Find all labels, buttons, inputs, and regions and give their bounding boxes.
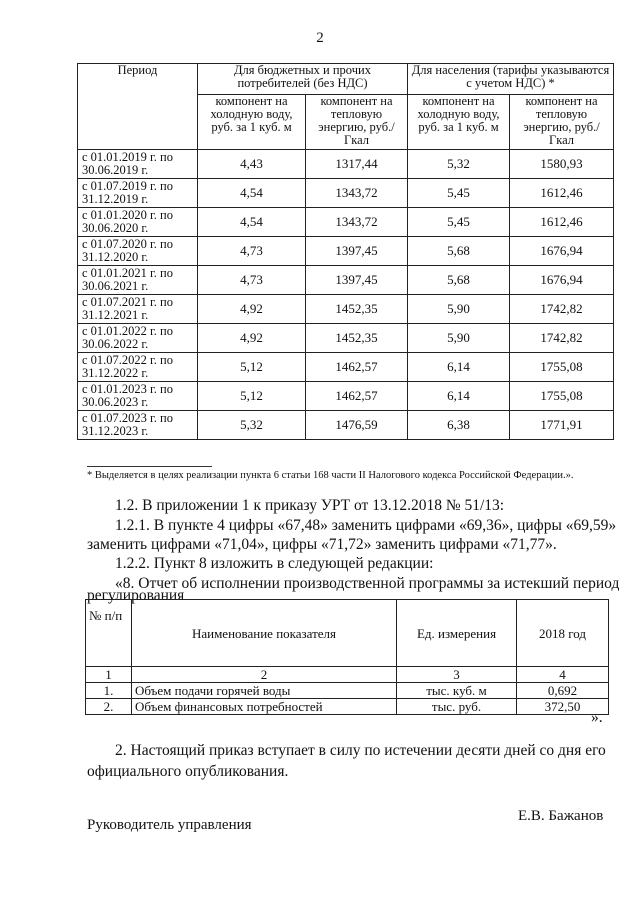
tariff-period-cell: с 01.07.2019 г. по 31.12.2019 г. [78,179,198,208]
program-row-name: Объем подачи горячей воды [132,683,397,699]
tariff-row [78,179,614,208]
program-row-unit: тыс. руб. [397,699,517,715]
tariff-budget-cold-cell: 4,54 [198,208,306,237]
tariff-header-budget-heat: компонент на тепловую энергию, руб./Гкал [306,95,408,150]
program-header-number: № п/п [86,600,132,667]
program-col-number: 1 [86,667,132,683]
tariff-population-heat-cell: 1580,93 [510,150,614,179]
footnote-divider [87,466,212,467]
tariff-budget-heat-cell: 1452,35 [306,295,408,324]
paragraph-8-line-1: «8. Отчет об исполнении производственной программы за истекший период [115,575,620,592]
tariff-period-cell: с 01.01.2022 г. по 30.06.2022 г. [78,324,198,353]
tariff-period-cell: с 01.01.2021 г. по 30.06.2021 г. [78,266,198,295]
tariff-header-row [78,64,614,95]
tariff-population-heat-cell: 1755,08 [510,353,614,382]
tariff-header-population: Для населения (тарифы указываются с учетом НДС) * [408,64,614,95]
tariff-period-cell: с 01.01.2019 г. по 30.06.2019 г. [78,150,198,179]
tariff-budget-cold-cell: 5,12 [198,382,306,411]
program-header-unit: Ед. измерения [397,600,517,667]
tariff-budget-heat-cell: 1343,72 [306,179,408,208]
tariff-population-heat-cell: 1755,08 [510,382,614,411]
tariff-population-heat-cell: 1771,91 [510,411,614,440]
tariff-population-cold-cell: 6,38 [408,411,510,440]
program-header-name: Наименование показателя [132,600,397,667]
tariff-period-cell: с 01.07.2022 г. по 31.12.2022 г. [78,353,198,382]
tariff-population-heat-cell: 1742,82 [510,324,614,353]
tariff-population-heat-cell: 1676,94 [510,266,614,295]
program-row [86,683,609,699]
program-row [86,699,609,715]
tariff-budget-heat-cell: 1317,44 [306,150,408,179]
tariff-period-cell: с 01.01.2023 г. по 30.06.2023 г. [78,382,198,411]
tariff-budget-heat-cell: 1462,57 [306,353,408,382]
tariff-population-heat-cell: 1742,82 [510,295,614,324]
tariff-period-cell: с 01.07.2021 г. по 31.12.2021 г. [78,295,198,324]
paragraph-1-2-2: 1.2.2. Пункт 8 изложить в следующей редакции: [115,555,434,572]
paragraph-1-2: 1.2. В приложении 1 к приказу УРТ от 13.12.2018 № 51/13: [115,497,505,514]
signatory-name: Е.В. Бажанов [518,808,604,824]
program-col-number: 3 [397,667,517,683]
tariff-population-heat-cell: 1676,94 [510,237,614,266]
paragraph-2-line-2: официального опубликования. [87,763,289,780]
tariff-row [78,353,614,382]
program-col-number: 2 [132,667,397,683]
program-row-number: 1. [86,683,132,699]
tariff-budget-heat-cell: 1462,57 [306,382,408,411]
tariff-row [78,382,614,411]
program-col-number: 4 [517,667,609,683]
tariff-budget-heat-cell: 1397,45 [306,237,408,266]
tariff-period-cell: с 01.01.2020 г. по 30.06.2020 г. [78,208,198,237]
program-header-row [86,600,609,667]
tariff-row [78,411,614,440]
tariff-budget-cold-cell: 5,12 [198,353,306,382]
tariff-period-cell: с 01.07.2023 г. по 31.12.2023 г. [78,411,198,440]
tariff-header-budget-cold: компонент на холодную воду, руб. за 1 куб. м [198,95,306,150]
signatory-position: Руководитель управления [87,817,252,833]
tariff-population-cold-cell: 5,68 [408,266,510,295]
tariff-budget-cold-cell: 4,54 [198,179,306,208]
paragraph-1-2-1-line-2: заменить цифрами «71,04», цифры «71,72» заменить цифрами «71,77». [87,536,557,553]
tariff-row [78,324,614,353]
paragraph-2-line-1: 2. Настоящий приказ вступает в силу по истечении десяти дней со дня его [115,742,606,759]
tariff-population-cold-cell: 5,90 [408,324,510,353]
footnote: * Выделяется в целях реализации пункта 6 статьи 168 части II Налогового кодекса Российской Федерации.». [87,470,574,481]
tariff-row [78,237,614,266]
production-program-table [85,599,609,715]
tariff-budget-heat-cell: 1343,72 [306,208,408,237]
tariff-population-cold-cell: 5,45 [408,179,510,208]
program-header-year: 2018 год [517,600,609,667]
tariff-budget-cold-cell: 4,43 [198,150,306,179]
tariff-population-cold-cell: 5,32 [408,150,510,179]
tariff-budget-cold-cell: 5,32 [198,411,306,440]
tariff-row [78,208,614,237]
tariff-row [78,266,614,295]
closing-quote: ». [591,709,603,726]
paragraph-8-line-2: регулирования [87,587,185,604]
tariff-row [78,295,614,324]
tariff-budget-heat-cell: 1452,35 [306,324,408,353]
tariff-table [77,63,614,440]
program-row-number: 2. [86,699,132,715]
program-column-numbers-row [86,667,609,683]
tariff-population-cold-cell: 6,14 [408,382,510,411]
tariff-population-heat-cell: 1612,46 [510,179,614,208]
tariff-budget-heat-cell: 1397,45 [306,266,408,295]
tariff-budget-cold-cell: 4,73 [198,266,306,295]
program-row-name: Объем финансовых потребностей [132,699,397,715]
tariff-population-cold-cell: 5,90 [408,295,510,324]
tariff-header-budget: Для бюджетных и прочих потребителей (без НДС) [198,64,408,95]
tariff-header-period: Период [78,64,198,150]
tariff-period-cell: с 01.07.2020 г. по 31.12.2020 г. [78,237,198,266]
tariff-population-cold-cell: 5,68 [408,237,510,266]
tariff-row [78,150,614,179]
tariff-header-population-heat: компонент на тепловую энергию, руб./Гкал [510,95,614,150]
program-row-value: 0,692 [517,683,609,699]
paragraph-1-2-1-line-1: 1.2.1. В пункте 4 цифры «67,48» заменить цифрами «69,36», цифры «69,59» [115,517,617,534]
tariff-budget-cold-cell: 4,73 [198,237,306,266]
tariff-population-cold-cell: 5,45 [408,208,510,237]
tariff-budget-cold-cell: 4,92 [198,324,306,353]
tariff-population-cold-cell: 6,14 [408,353,510,382]
tariff-budget-cold-cell: 4,92 [198,295,306,324]
program-row-value: 372,50 [517,699,609,715]
tariff-population-heat-cell: 1612,46 [510,208,614,237]
page-number: 2 [316,30,324,46]
tariff-budget-heat-cell: 1476,59 [306,411,408,440]
program-row-unit: тыс. куб. м [397,683,517,699]
tariff-header-population-cold: компонент на холодную воду, руб. за 1 куб. м [408,95,510,150]
